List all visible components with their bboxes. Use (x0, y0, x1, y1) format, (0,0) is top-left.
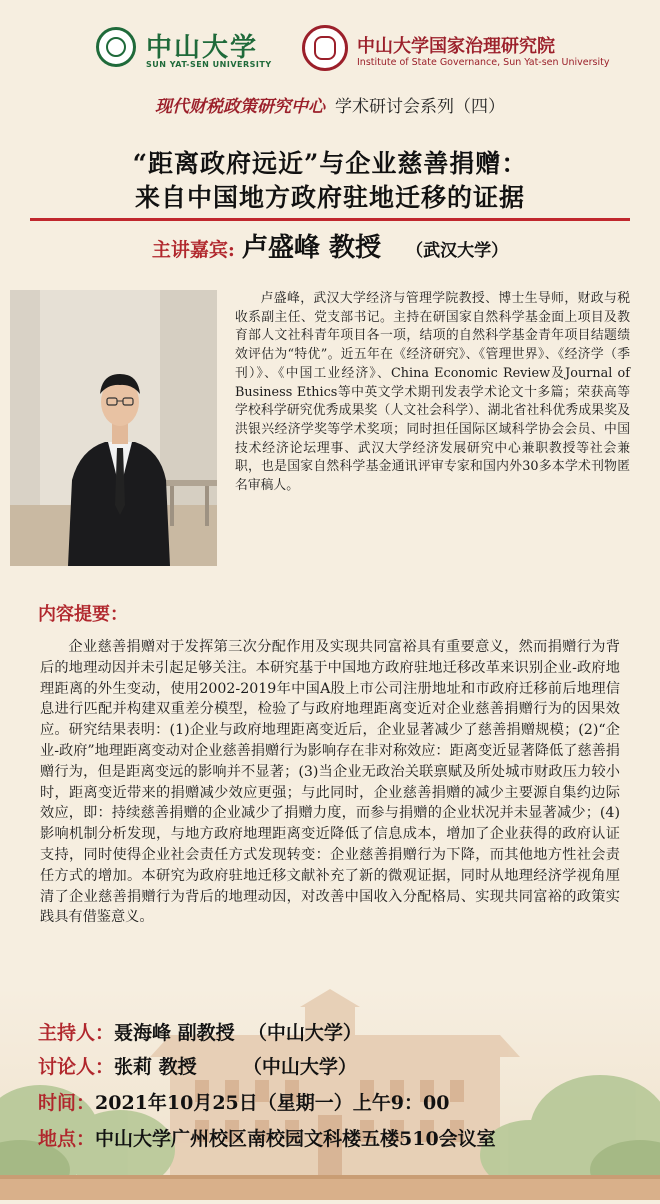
speaker-photo (10, 290, 217, 566)
sysu-name-en: SUN YAT-SEN UNIVERSITY (146, 60, 272, 69)
research-center-name: 现代财税政策研究中心 (155, 97, 325, 117)
speaker-affiliation: （武汉大学） (406, 241, 509, 261)
place-line (38, 1124, 496, 1151)
sysu-logo-seal (96, 27, 136, 67)
place-value: 中山大学广州校区南校园文科楼五楼510会议室 (95, 1128, 496, 1150)
host-line (38, 1018, 362, 1045)
talk-title-line-2: 来自中国地方政府驻地迁移的证据 (134, 183, 525, 212)
discussant-line (38, 1052, 357, 1079)
title-divider (30, 218, 630, 221)
isg-logo-seal (302, 25, 348, 71)
time-value: 2021年10月25日（星期一）上午9：00 (95, 1092, 450, 1114)
time-line (38, 1088, 449, 1115)
isg-name-en: Institute of State Governance, Sun Yat-sen University (357, 57, 610, 68)
seminar-series (0, 92, 660, 117)
place-label: 地点： (38, 1128, 96, 1150)
abstract-text: 企业慈善捐赠对于发挥第三次分配作用及实现共同富裕具有重要意义，然而捐赠行为背后的地理动因并未引起足够关注。本研究基于中国地方政府驻地迁移改革来识别企业-政府地理距离的外生变动，使用2002-2019年中国A股上市公司注册地址和市政府迁移前后地理信息进行匹配并构建双重差分模型，检验了与政府地理距离变近对企业慈善捐赠行为的因果效应。研究结果表明：(1)企业与政府地理距离变近后，企业显著减少了慈善捐赠规模；(2)“企业-政府”地理距离变动对企业慈善捐赠行为影响存在非对称效应：距离变近显著降低了慈善捐赠行为，但是距离变远的影响并不显著；(3)当企业无政治关联禀赋及所处城市财政压力较小时，距离变近带来的捐赠减少效应更强；与此同时，企业慈善捐赠的减少主要源自集约边际效应，即：持续慈善捐赠的企业减少了捐赠力度，而参与捐赠的企业状况并未显著减少；(4)影响机制分析发现，与地方政府地理距离变近降低了信息成本，增加了企业获得的政府认证支持，同时使得企业社会责任方式发现转变：企业慈善捐赠行为下降，而其他地方性社会责任方式的增加。本研究为政府驻地迁移文献补充了新的微观证据，同时从地理经济学视角厘清了企业慈善捐赠行为背后的地理动因，对改善中国收入分配格局、实现共同富裕的政策实践具有借鉴意义。 (40, 639, 620, 926)
abstract-heading: 内容提要： (38, 604, 128, 625)
speaker-label: 主讲嘉宾: (151, 239, 235, 261)
host-value: 聂海峰 副教授 （中山大学） (114, 1022, 362, 1044)
isg-name-cn: 中山大学国家治理研究院 (357, 36, 555, 57)
sysu-name-cn: 中山大学 (146, 33, 259, 63)
speaker-bio: 卢盛峰，武汉大学经济与管理学院教授、博士生导师，财政与税收系副主任、党支部书记。主持在研国家自然科学基金面上项目及教育部人文社科青年项目各一项，结项的自然科学基金青年项目结题绩效评估为“特优”。近五年在《经济研究》、《管理世界》、《经济学（季刊）》、《中国工业经济》、China Economic Review及Journal of Business Ethics等中英文学术期刊发表学术论文十多篇；荣获高等学校科学研究优秀成果奖（人文社会科学）、湖北省社科优秀成果奖及洪银兴经济学奖等学术奖项；同时担任国际区域科学协会会员、中国技术经济论坛理事、武汉大学经济发展研究中心兼职教授等社会兼职，也是国家自然科学基金通讯评审专家和国内外30多本学术刊物匿名审稿人。 (235, 291, 630, 494)
host-label: 主持人： (38, 1022, 115, 1044)
speaker-name: 卢盛峰 教授 (241, 233, 382, 263)
discussant-label: 讨论人： (38, 1056, 115, 1078)
discussant-value: 张莉 教授 （中山大学） (114, 1056, 357, 1078)
series-label: 学术研讨会系列（四） (335, 97, 505, 117)
speaker-line (0, 227, 660, 264)
talk-title-line-1: “距离政府远近”与企业慈善捐赠： (132, 149, 528, 178)
time-label: 时间： (38, 1092, 96, 1114)
